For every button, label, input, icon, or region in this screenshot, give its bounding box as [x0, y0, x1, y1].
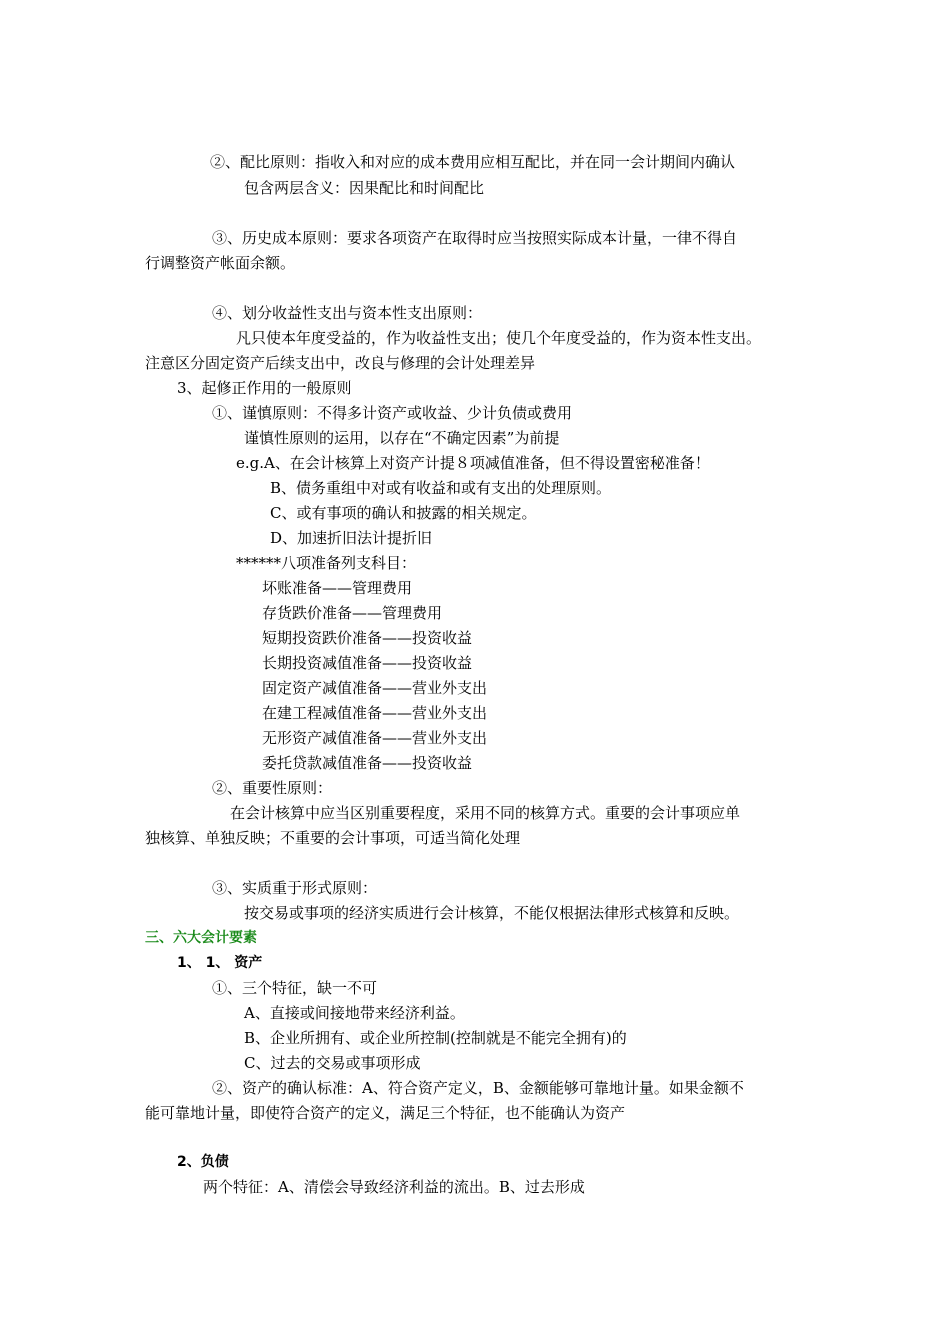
text-line: 包含两层含义：因果配比和时间配比	[244, 179, 485, 197]
text-line: 在会计核算中应当区别重要程度，采用不同的核算方式。重要的会计事项应单	[230, 804, 741, 822]
text-line: 两个特征：A、清偿会导致经济利益的流出。B、过去形成	[203, 1178, 585, 1196]
text-line: A、直接或间接地带来经济利益。	[244, 1004, 465, 1022]
text-line: 坏账准备——管理费用	[262, 579, 413, 597]
text-line: ******八项准备列支科目：	[236, 554, 417, 572]
section-heading: 三、六大会计要素	[145, 930, 257, 946]
subsection-heading: 1、 1、 资产	[177, 955, 263, 971]
text-line: 3、起修正作用的一般原则	[177, 379, 352, 397]
text-line: ③、实质重于形式原则：	[212, 879, 378, 897]
text-line: 委托贷款减值准备——投资收益	[262, 754, 473, 772]
text-line: e.g.A、在会计核算上对资产计提８项减值准备，但不得设置密秘准备！	[236, 454, 710, 472]
text-line: C、过去的交易或事项形成	[244, 1054, 421, 1072]
text-line: ③、历史成本原则：要求各项资产在取得时应当按照实际成本计量，一律不得自	[212, 229, 738, 247]
text-line: B、债务重组中对或有收益和或有支出的处理原则。	[270, 479, 612, 497]
text-line: 注意区分固定资产后续支出中，改良与修理的会计处理差异	[145, 354, 536, 372]
text-line: ②、资产的确认标准：A、符合资产定义，B、金额能够可靠地计量。如果金额不	[212, 1079, 744, 1097]
text-line: 行调整资产帐面余额。	[145, 254, 296, 272]
text-line: D、加速折旧法计提折旧	[270, 529, 433, 547]
text-line: ②、配比原则：指收入和对应的成本费用应相互配比，并在同一会计期间内确认	[210, 153, 736, 171]
text-line: ④、划分收益性支出与资本性支出原则：	[212, 304, 483, 322]
text-line: C、或有事项的确认和披露的相关规定。	[270, 504, 537, 522]
text-line: ①、三个特征，缺一不可	[212, 979, 378, 997]
text-line: 固定资产减值准备——营业外支出	[262, 679, 488, 697]
text-line: 凡只使本年度受益的，作为收益性支出；使几个年度受益的，作为资本性支出。	[236, 329, 762, 347]
text-line: 长期投资减值准备——投资收益	[262, 654, 473, 672]
text-line: 短期投资跌价准备——投资收益	[262, 629, 473, 647]
text-line: ①、谨慎原则：不得多计资产或收益、少计负债或费用	[212, 404, 573, 422]
text-line: 无形资产减值准备——营业外支出	[262, 729, 488, 747]
subsection-heading: 2、负债	[177, 1154, 229, 1170]
text-line: B、企业所拥有、或企业所控制(控制就是不能完全拥有)的	[244, 1029, 627, 1047]
text-line: 独核算、单独反映；不重要的会计事项，可适当简化处理	[145, 829, 521, 847]
text-line: 存货跌价准备——管理费用	[262, 604, 443, 622]
text-line: ②、重要性原则：	[212, 779, 333, 797]
text-line: 在建工程减值准备——营业外支出	[262, 704, 488, 722]
text-line: 按交易或事项的经济实质进行会计核算，不能仅根据法律形式核算和反映。	[244, 904, 740, 922]
text-line: 谨慎性原则的运用，以存在“不确定因素”为前提	[244, 429, 560, 447]
text-line: 能可靠地计量，即使符合资产的定义，满足三个特征，也不能确认为资产	[145, 1104, 626, 1122]
